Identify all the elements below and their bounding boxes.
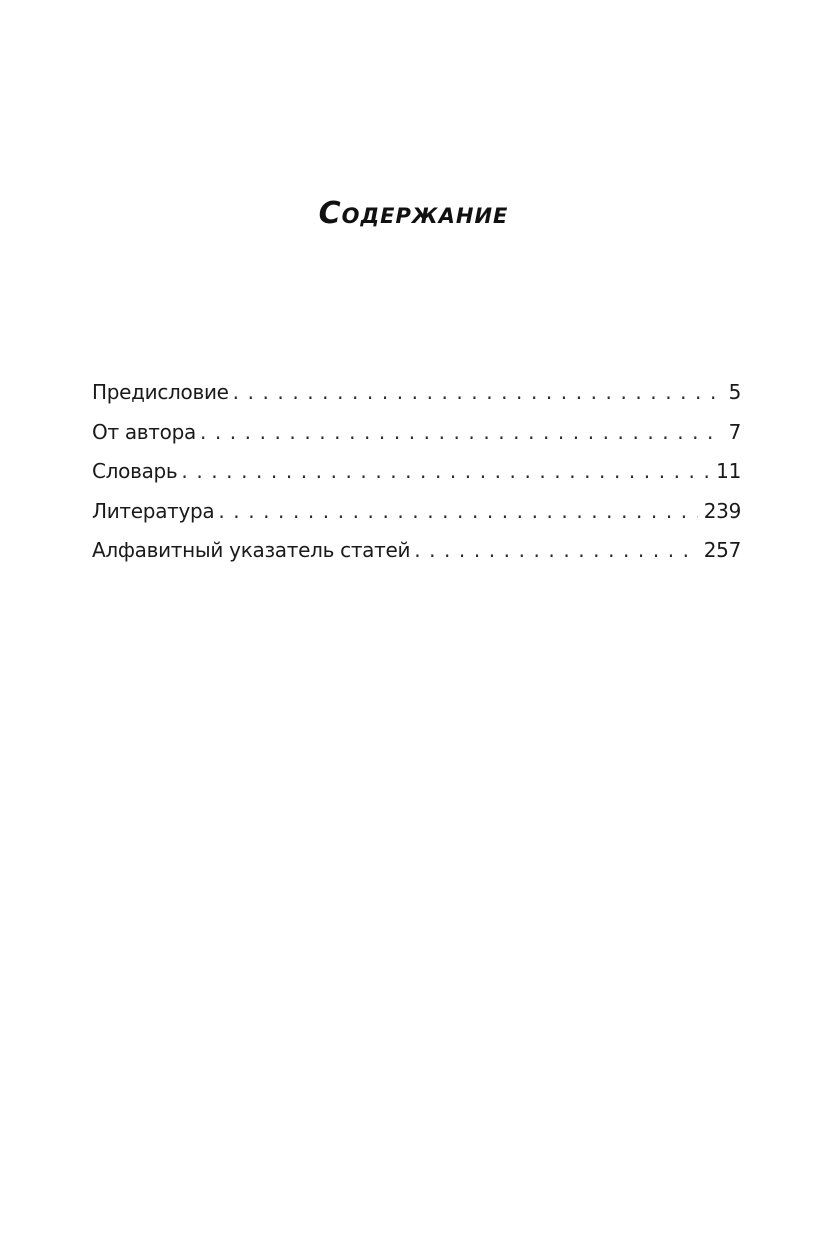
page-title: Содержание xyxy=(318,196,509,231)
toc-entry-label: От автора xyxy=(92,419,196,444)
toc-entry-label: Предисловие xyxy=(92,380,229,404)
toc-entry-page: 257 xyxy=(703,538,741,562)
toc-leader-dots xyxy=(414,538,698,562)
toc-entry-label: Словарь xyxy=(92,459,178,483)
toc-entry-label: Алфавитный указатель статей xyxy=(92,538,411,562)
toc-entry-page: 7 xyxy=(728,419,741,444)
toc-entry xyxy=(92,420,741,460)
toc-entry-page: 11 xyxy=(716,459,741,483)
toc-leader-dots xyxy=(181,459,710,483)
toc-leader-dots xyxy=(233,380,723,404)
toc-entry xyxy=(92,538,741,578)
table-of-contents xyxy=(92,380,741,578)
toc-entry xyxy=(92,459,741,499)
toc-entry-label: Литература xyxy=(92,498,215,523)
toc-entry xyxy=(92,380,741,420)
toc-entry xyxy=(92,499,741,539)
toc-leader-dots xyxy=(218,499,697,523)
toc-leader-dots xyxy=(200,420,723,444)
toc-entry-page: 239 xyxy=(703,498,741,523)
toc-entry-page: 5 xyxy=(728,380,741,404)
